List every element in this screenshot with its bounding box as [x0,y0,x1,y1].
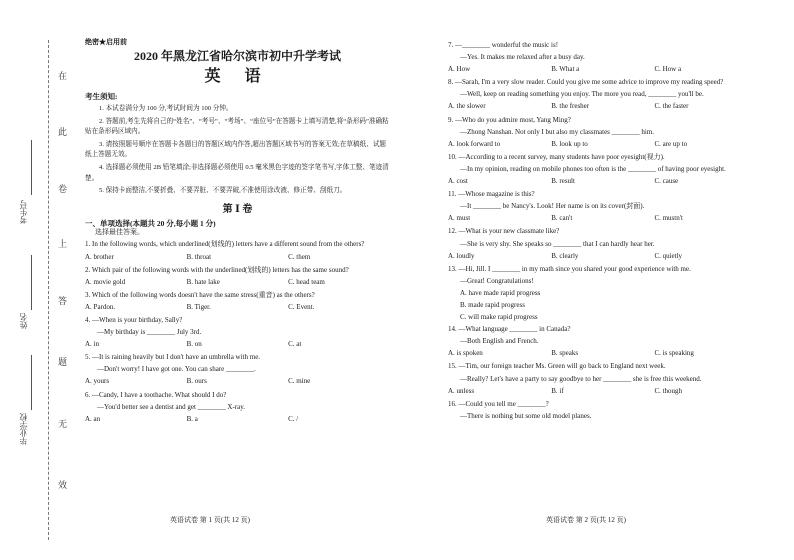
question-text: 6. —Candy, I have a toothache. What should I do? [85,390,227,399]
section-instruction: 选择最佳答案。 [95,228,144,237]
answer-option[interactable]: B. ours [186,377,207,386]
option-row [85,415,390,424]
question-text: —Zhong Nanshan. Not only I but also my classmates ________ him. [460,127,655,136]
seal-char: 效 [58,480,68,490]
answer-option[interactable]: C. is speaking [654,349,694,358]
question-text: —In my opinion, reading on mobile phones too often is the ________ of having poor eyesight. [460,164,726,173]
answer-option[interactable]: B. result [551,177,575,186]
question-q3 [85,291,390,312]
question-text: —Both English and French. [460,337,539,346]
answer-option[interactable]: A. have made rapid progress [460,288,541,297]
question-q12 [448,227,758,260]
question-text: 5. —It is raining heavily but I don't have an umbrella with me. [85,353,261,362]
page-footer: 英语试卷 第 1 页(共 12 页) [170,516,250,524]
answer-option[interactable]: C. them [288,252,311,261]
seal-char: 在 [58,71,68,81]
question-text: 8. —Sarah, I'm a very slow reader. Could you give me some advice to improve my reading speed? [448,78,724,87]
option-row [85,278,390,287]
question-text: —She is very shy. She speaks so ________ that I can hardly hear her. [460,239,655,248]
notice-item: 4. 选择题必须使用 2B 铅笔填涂;非选择题必须使用 0.5 毫米黑色字迹的签字笔书写,字体工整、笔迹清楚。 [85,163,389,182]
answer-option[interactable]: A. unless [448,386,475,395]
option-row [448,177,758,186]
answer-option[interactable]: B. look up to [551,139,588,148]
binding-margin [0,0,75,560]
seal-dashed-line [48,40,49,540]
question-text: —Yes. It makes me relaxed after a busy day. [460,53,585,62]
question-q13 [448,265,758,322]
question-text: —There is nothing but some old model planes. [460,411,592,420]
seal-char: 上 [58,239,68,249]
question-text: 3. Which of the following words doesn't have the same stress(重音) as the others? [85,290,315,299]
seal-char: 答 [58,296,68,306]
answer-option[interactable]: B. if [551,386,564,395]
question-q1 [85,240,390,261]
answer-option[interactable]: C. Event. [288,302,315,311]
answer-option[interactable]: C. at [288,340,302,349]
question-q8 [448,78,758,111]
option-row [448,214,758,223]
question-list [85,240,390,423]
answer-option[interactable]: A. How [448,65,471,74]
question-q14 [448,325,758,358]
answer-option[interactable]: C. though [654,386,683,395]
option-row [448,349,758,358]
answer-option[interactable]: B. clearly [551,251,579,260]
question-text: 7. —________ wonderful the music is! [448,41,559,49]
option-row [85,377,390,386]
school-label: 毕业学校 [19,413,28,445]
answer-option[interactable]: A. is spoken [448,349,483,358]
answer-option[interactable]: C. the faster [654,102,689,111]
question-text: 11. —Whose magazine is this? [448,190,535,199]
option-row [85,253,390,262]
notice-item: 1. 本试卷满分为 100 分,考试时间为 100 分钟。 [99,105,233,113]
question-text: 12. —What is your new classmate like? [448,227,560,236]
name-label: 姓名 [19,313,28,329]
seal-char: 无 [58,419,68,429]
answer-option[interactable]: B. speaks [551,349,579,358]
exam-number-label: 考生号 [19,200,28,224]
question-text: —My birthday is ________ July 3rd. [97,328,202,337]
question-text: —Don't worry! I have got one. You can share ________. [97,365,256,374]
secret-label: 绝密★启用前 [85,38,127,46]
answer-option[interactable]: B. throat [186,252,212,261]
question-text: 9. —Who do you admire most, Yang Ming? [448,115,571,124]
answer-option[interactable]: C. cause [654,177,679,186]
answer-option[interactable]: C. mine [288,377,311,386]
answer-option[interactable]: B. the fresher [551,102,590,111]
left-page [85,38,390,428]
question-text: 1. In the following words, which underlined(划线的) letters have a different sound from the others? [85,240,365,249]
answer-option[interactable]: B. a [186,414,198,423]
question-q2 [85,266,390,287]
question-text: —Well, keep on reading something you enjoy. The more you read, ________ you'll be. [460,90,704,99]
answer-option[interactable]: C. will make rapid progress [460,313,538,322]
answer-option[interactable]: A. cost [448,177,468,186]
question-text: 15. —Tim, our foreign teacher Ms. Green will go back to England next week. [448,362,666,371]
option-row [448,387,758,396]
question-text: —Really? Let's have a party to say goodbye to her ________ she is free this weekend. [460,374,702,383]
question-text: 14. —What language ________ in Canada? [448,325,571,334]
question-text: 13. —Hi, Jill. I ________ in my math since you shared your good experience with me. [448,264,691,273]
right-page [448,41,758,424]
answer-option[interactable]: C. mustn't [654,214,683,223]
option-row [448,252,758,261]
section-heading: 一、单项选择(本题共 20 分,每小题 1 分) [85,218,216,228]
answer-option[interactable]: A. in [85,340,99,349]
option-row [85,303,390,312]
answer-option[interactable]: A. loudly [448,251,475,260]
question-q15 [448,362,758,395]
answer-option[interactable]: C. head team [288,277,325,286]
answer-option[interactable]: A. look forward to [448,139,501,148]
question-q4 [85,316,390,349]
answer-option[interactable]: B. What a [551,65,580,74]
question-text: 10. —According to a recent survey, many students have poor eyesight(视力). [448,152,665,161]
notice-heading: 考生须知: [85,92,118,102]
answer-option[interactable]: A. movie gold [85,277,126,286]
answer-option[interactable]: B. hate lake [186,277,220,286]
name-line[interactable] [31,255,32,310]
seal-char: 题 [58,357,68,367]
answer-option[interactable]: C. are up to [654,139,688,148]
subject-title: 英 语 [204,67,271,85]
school-line[interactable] [31,355,32,410]
answer-option[interactable]: A. brother [85,252,114,261]
seal-char: 卷 [58,184,68,194]
option-row [448,140,758,149]
notice-item: 3. 请按照题号顺序在答题卡各题目的答题区域内作答,超出答题区域书写的答案无效;在草稿纸、试题纸上答题无效。 [85,140,387,159]
page-footer: 英语试卷 第 2 页(共 12 页) [546,516,626,524]
question-text: —You'd better see a dentist and get ________ X-ray. [97,402,246,411]
question-list [448,41,758,421]
option-row [448,102,758,111]
answer-option[interactable]: A. Pardon. [85,302,116,311]
answer-option[interactable]: C. / [288,414,299,423]
seal-char: 此 [58,127,68,137]
part-title: 第 Ⅰ 卷 [222,203,253,215]
answer-option[interactable]: A. an [85,414,101,423]
answer-option[interactable]: B. can't [551,214,573,223]
answer-option[interactable]: A. yours [85,377,110,386]
question-text: 4. —When is your birthday, Sally? [85,316,183,325]
option-row [85,340,390,349]
question-q7 [448,41,758,74]
answer-option[interactable]: B. on [186,340,202,349]
notice-item: 5. 保持卡面整洁,不要折叠、不要弄脏、不要弄破,不准使用涂改液、修正带、刮纸刀。 [99,187,347,195]
answer-option[interactable]: C. quietly [654,251,683,260]
answer-option[interactable]: A. the slower [448,102,486,111]
question-q16 [448,400,758,421]
exam-title: 2020 年黑龙江省哈尔滨市初中升学考试 [133,49,341,64]
question-text: —It ________ be Nancy's. Look! Her name is on its cover(封面). [460,202,645,211]
option-row [448,65,758,74]
question-text: 2. Which pair of the following words with the underlined(划线的) letters has the same sound? [85,265,349,274]
answer-option[interactable]: A. must [448,214,471,223]
answer-option[interactable]: B. made rapid progress [460,300,525,309]
question-q10 [448,153,758,186]
question-q9 [448,116,758,149]
question-q5 [85,353,390,386]
answer-option[interactable]: B. Tiger. [186,302,211,311]
question-q11 [448,190,758,223]
answer-option[interactable]: C. How a [654,65,682,74]
question-q6 [85,391,390,424]
notice-item: 2. 答题前,考生先将自己的“姓名”、“考号”、“考场”、“座位号”在答题卡上填写清楚,将“条形码”准确粘贴在条形码区域内。 [85,117,389,136]
question-text: 16. —Could you tell me ________? [448,399,549,408]
question-text: —Great! Congratulations! [460,276,534,285]
exam-number-line[interactable] [31,140,32,195]
